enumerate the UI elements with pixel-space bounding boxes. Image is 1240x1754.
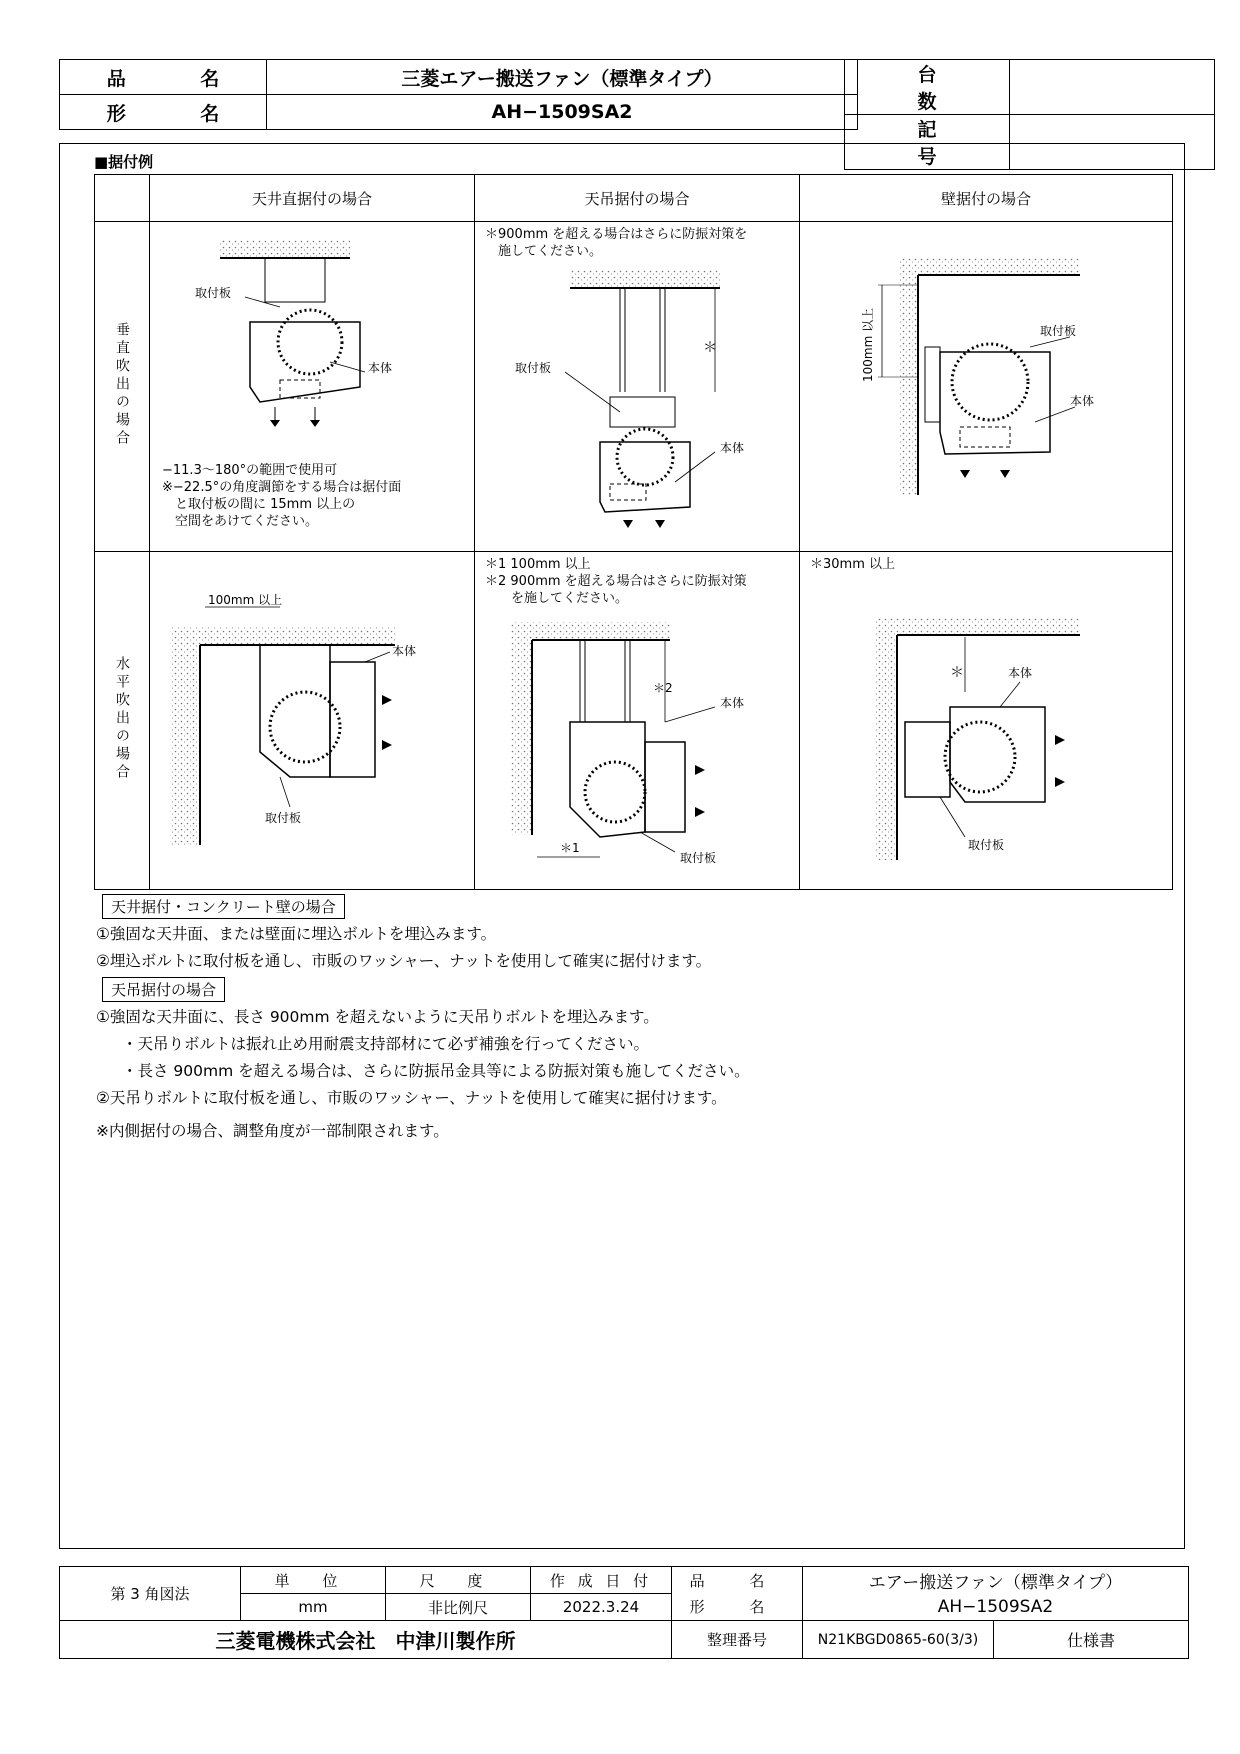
step-2-2: ・天吊りボルトは振れ止め用耐震支持部材にて必ず補強を行ってください。 [122, 1035, 650, 1053]
step-2-3: ・長さ 900mm を超える場合は、さらに防振吊金具等による防振対策も施してください。 [122, 1062, 750, 1080]
ref-label: 整理番号 [672, 1621, 803, 1659]
ceiling-horizontal-figure [150, 552, 474, 885]
label-asterisk: ＊ [950, 665, 964, 681]
instructions [96, 894, 1162, 1145]
product-name: 三菱エアー搬送ファン（標準タイプ） [267, 60, 858, 95]
label-body: 本体 [720, 696, 745, 710]
wall-horizontal-figure [800, 552, 1172, 885]
label-mount-plate: 取付板 [195, 286, 232, 300]
section-title: ■据付例 [94, 153, 154, 171]
corner-cell [95, 175, 150, 222]
label-mount-plate: 取付板 [968, 838, 1005, 852]
installation-grid [94, 174, 1173, 890]
heading-ceiling-wall: 天井据付・コンクリート壁の場合 [102, 894, 345, 919]
step-1-1: ①強固な天井面、または壁面に埋込ボルトを埋込みます。 [96, 925, 497, 943]
diagram-ceiling-horizontal [150, 552, 475, 890]
instruction-note: ※内側据付の場合、調整角度が一部制限されます。 [96, 1122, 449, 1140]
model: AH−1509SA2 [267, 95, 858, 130]
step-1-2: ②埋込ボルトに取付板を通し、市販のワッシャー、ナットを使用して確実に据付けます。 [96, 952, 712, 970]
diagram-wall-vertical [800, 222, 1173, 552]
step-2-4: ②天吊りボルトに取付板を通し、市販のワッシャー、ナットを使用して確実に据付けます。 [96, 1089, 727, 1107]
row-header-vertical: 垂直吹出の場合 [95, 222, 150, 552]
note-wall-horizontal: ＊30mm 以上 [810, 557, 896, 572]
label-distance: 100mm 以上 [208, 593, 283, 607]
date-label: 作 成 日 付 [531, 1567, 672, 1594]
note-ceiling-vertical: −11.3〜180°の範囲で使用可 ※−22.5°の角度調節をする場合は据付面 と取付板の間に 15mm 以上の 空間をあけてください。 [162, 463, 402, 529]
date-value: 2022.3.24 [531, 1594, 672, 1621]
heading-suspended: 天吊据付の場合 [102, 977, 225, 1002]
quantity-value [1010, 60, 1215, 115]
diagram-ceiling-vertical [150, 222, 475, 552]
label-mount-plate: 取付板 [515, 361, 552, 375]
model-label: 形 名 [60, 95, 267, 130]
label-mount-plate: 取付板 [1040, 324, 1077, 338]
doc-model-label: 形 名 [672, 1594, 803, 1621]
col-header-suspended: 天吊据付の場合 [475, 175, 800, 222]
label-body: 本体 [1008, 666, 1033, 680]
name-label: 品 名 [672, 1567, 803, 1594]
col-header-wall: 壁据付の場合 [800, 175, 1173, 222]
label-body: 本体 [392, 644, 417, 658]
wall-vertical-figure [800, 222, 1172, 547]
label-asterisk-1: ＊1 [560, 841, 580, 855]
step-2-1: ①強固な天井面に、長さ 900mm を超えないように天吊りボルトを埋込みます。 [96, 1008, 659, 1026]
label-mount-plate: 取付板 [265, 811, 302, 825]
note-suspended-horizontal: ＊1 100mm 以上 ＊2 900mm を超える場合はさらに防振対策 を施してください。 [485, 557, 747, 606]
doc-name: エアー搬送ファン（標準タイプ） [803, 1567, 1189, 1594]
quantity-label: 台 数 [845, 60, 1010, 115]
title-block [59, 1566, 1189, 1659]
unit-value: mm [241, 1594, 386, 1621]
col-header-ceiling: 天井直据付の場合 [150, 175, 475, 222]
header-table [59, 59, 858, 130]
doc-type: 仕様書 [994, 1621, 1189, 1659]
label-distance: 100mm 以上 [861, 307, 875, 382]
ref-number: N21KBGD0865-60(3/3) [803, 1621, 994, 1659]
diagram-suspended-horizontal [475, 552, 800, 890]
label-body: 本体 [368, 361, 393, 375]
projection: 第 3 角図法 [60, 1567, 241, 1621]
symbol-label: 記 号 [845, 115, 1010, 170]
product-name-label: 品 名 [60, 60, 267, 95]
note-suspended-vertical: ＊900mm を超える場合はさらに防振対策を 施してください。 [485, 227, 748, 259]
diagram-suspended-vertical [475, 222, 800, 552]
scale-value: 非比例尺 [386, 1594, 531, 1621]
suspended-vertical-figure [475, 222, 799, 547]
scale-label: 尺 度 [386, 1567, 531, 1594]
unit-label: 単 位 [241, 1567, 386, 1594]
company-name: 三菱電機株式会社 中津川製作所 [60, 1621, 672, 1659]
label-asterisk: ＊ [703, 340, 717, 356]
diagram-wall-horizontal [800, 552, 1173, 890]
row-header-horizontal: 水平吹出の場合 [95, 552, 150, 890]
label-body: 本体 [720, 441, 745, 455]
label-asterisk-2: ＊2 [653, 681, 673, 695]
label-mount-plate: 取付板 [680, 851, 717, 865]
doc-model: AH−1509SA2 [803, 1594, 1189, 1621]
label-body: 本体 [1070, 394, 1095, 408]
